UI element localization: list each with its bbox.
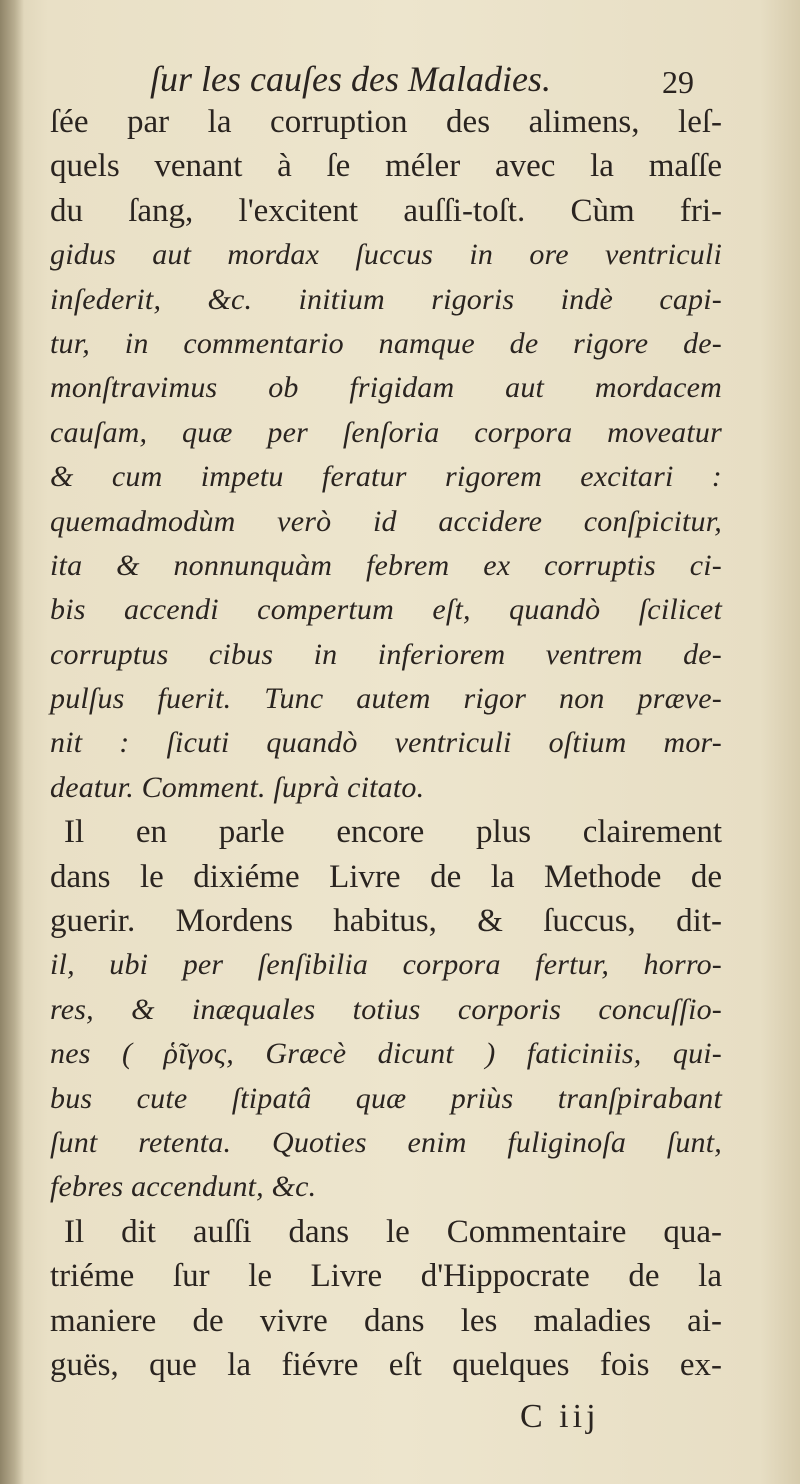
text-line: bus cute ſtipatâ quæ priùs tranſpirabant [50, 1081, 722, 1115]
text-line: triéme ſur le Livre d'Hippocrate de la [50, 1258, 722, 1295]
text-line: ſée par la corruption des alimens, leſ- [50, 104, 722, 140]
text-line: corruptus cibus in inferiorem ventrem de- [50, 637, 722, 671]
text-line: gidus aut mordax ſuccus in ore ventriculi [50, 238, 722, 272]
body-text [50, 100, 722, 1387]
text-line: pulſus fuerit. Tunc autem rigor non præve- [50, 682, 722, 716]
text-line: guës, que la fiévre eſt quelques fois ex- [50, 1346, 722, 1383]
text-line: & cum impetu feratur rigorem excitari : [50, 460, 722, 494]
text-line: quemadmodùm verò id accidere conſpicitur, [50, 504, 722, 538]
text-line: res, & inæquales totius corporis concuſſio- [50, 992, 722, 1026]
paragraph-start: Il dit auſſi dans le Commentaire qua- [64, 1213, 722, 1250]
binding-gutter [0, 0, 24, 1484]
running-head: ſur les cauſes des Maladies. [150, 59, 551, 99]
text-line: quels venant à ſe méler avec la maſſe [50, 148, 722, 185]
text-line: maniere de vivre dans les maladies ai- [50, 1302, 722, 1339]
text-line: febres accendunt, &c. [50, 1170, 317, 1204]
signature-mark: C iij [520, 1398, 600, 1435]
text-line: il, ubi per ſenſibilia corpora fertur, horro- [50, 948, 722, 982]
text-line: monſtravimus ob frigidam aut mordacem [50, 371, 722, 405]
text-line: tur, in commentario namque de rigore de- [50, 326, 722, 360]
text-line: cauſam, quæ per ſenſoria corpora moveatur [50, 415, 722, 449]
text-line: ita & nonnunquàm febrem ex corruptis ci- [50, 548, 722, 582]
text-line: guerir. Mordens habitus, & ſuccus, dit- [50, 903, 722, 940]
text-line: deatur. Comment. ſuprà citato. [50, 770, 425, 804]
text-line: inſederit, &c. initium rigoris indè capi- [50, 282, 722, 316]
paragraph-start: Il en parle encore plus clairement [64, 814, 722, 851]
text-line: bis accendi compertum eſt, quandò ſcilicet [50, 593, 722, 627]
page-number: 29 [662, 64, 694, 100]
text-line: nit : ſicuti quandò ventriculi oſtium mor- [50, 726, 722, 760]
text-line: ſunt retenta. Quoties enim fuliginoſa ſunt, [50, 1125, 722, 1159]
text-line: nes ( ῥῖγος, Græcè dicunt ) faticiniis, qui- [50, 1037, 722, 1071]
text-line: du ſang, l'excitent auſſi-toſt. Cùm fri- [50, 192, 722, 229]
text-line: dans le dixiéme Livre de la Methode de [50, 858, 722, 895]
